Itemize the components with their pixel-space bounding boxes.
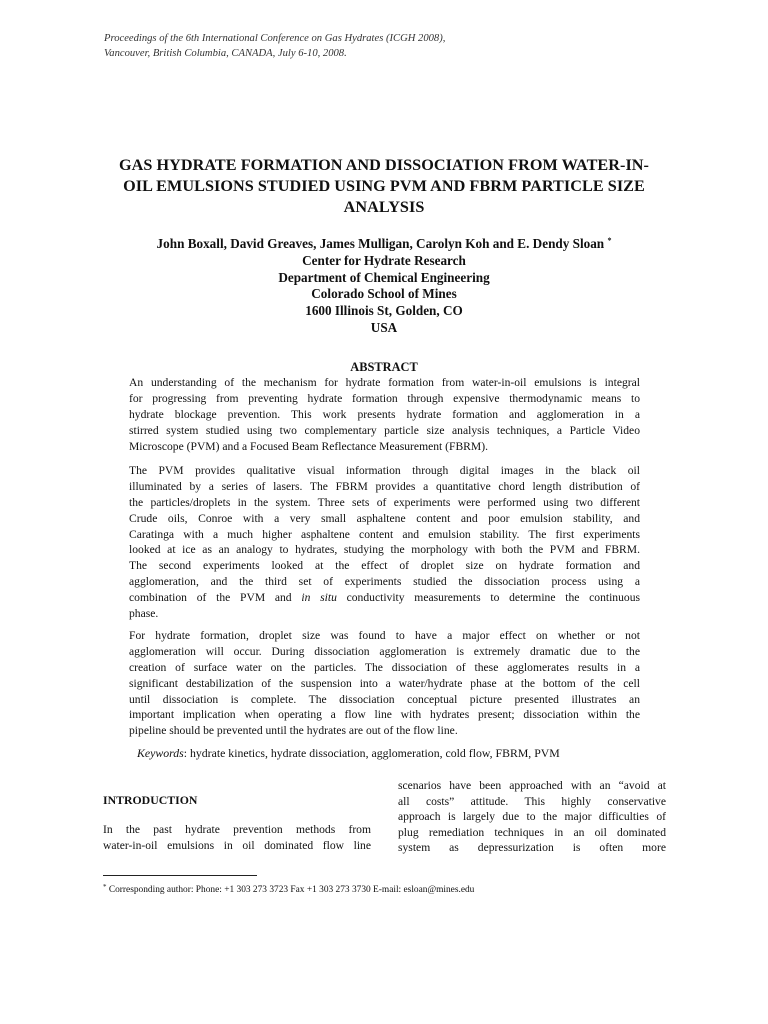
abstract-line: stirred system studied using two complementary particle size analysis techniques, a Particle Video xyxy=(129,423,640,437)
author-names: John Boxall, David Greaves, James Mulligan, Carolyn Koh and E. Dendy Sloan xyxy=(156,236,605,251)
abstract-line: Caratinga with a much higher asphaltene content and emulsion stability. The first experiments xyxy=(129,527,640,541)
author-block xyxy=(120,233,648,337)
abstract-line: For hydrate formation, droplet size was found to have a major effect on whether or not xyxy=(129,629,640,642)
abstract-line: significant destabilization of the suspension into a water/hydrate phase at the bottom of the cell xyxy=(129,676,640,690)
abstract-line: until dissociation is complete. The dissociation conceptual picture presented illustrates an xyxy=(129,692,640,706)
body-line: plug remediation techniques in an oil dominated xyxy=(398,825,666,839)
body-line: system as depressurization is often more xyxy=(398,841,666,855)
corresponding-author-marker: * xyxy=(607,236,612,245)
in-situ-term: in situ xyxy=(301,591,337,605)
header-line-1: Proceedings of the 6th International Conference on Gas Hydrates (ICGH 2008), xyxy=(104,33,446,44)
proceedings-header xyxy=(104,31,445,61)
abstract-line: Microscope (PVM) and a Focused Beam Reflectance Measurement (FBRM). xyxy=(129,439,488,453)
abstract-line: agglomeration will occur. During dissociation agglomeration is extremely dramatic due to the xyxy=(129,644,640,658)
abstract-line: An understanding of the mechanism for hydrate formation from water-in-oil emulsions is integral xyxy=(129,376,640,389)
abstract-line: Crude oils, Conroe with a very small asphaltene content and poor emulsion stability, and xyxy=(129,511,640,525)
introduction-left-column xyxy=(103,822,371,854)
title-line-1: GAS HYDRATE FORMATION AND DISSOCIATION FROM WATER-IN- xyxy=(119,156,649,174)
body-line: all costs” attitude. This highly conservative xyxy=(398,794,666,808)
body-line: scenarios have been approached with an “avoid at xyxy=(398,779,666,792)
affiliation-department: Department of Chemical Engineering xyxy=(278,269,490,285)
affiliation-school: Colorado School of Mines xyxy=(311,286,457,302)
footnote-divider xyxy=(103,875,257,876)
introduction-right-column xyxy=(398,778,666,856)
author-names-line xyxy=(120,233,648,253)
keywords-line xyxy=(137,746,560,761)
abstract-line: looked at ice as an analogy to hydrates, studying the morphology with both the PVM and FBRM. xyxy=(129,543,640,557)
keywords-label: Keywords xyxy=(137,746,184,760)
footnote-marker: * xyxy=(103,883,107,891)
affiliation-address: 1600 Illinois St, Golden, CO xyxy=(305,303,463,319)
affiliation-country: USA xyxy=(370,319,398,335)
paper-title xyxy=(80,155,688,218)
abstract-line: for progressing from preventing hydrate formation through expensive thermodynamic means to xyxy=(129,391,640,405)
title-line-3: ANALYSIS xyxy=(343,198,425,216)
abstract-paragraph-3 xyxy=(129,628,640,739)
abstract-text: combination of the PVM and xyxy=(129,591,302,605)
footnote-text: Corresponding author: Phone: +1 303 273 3723 Fax +1 303 273 3730 E-mail: esloan@mines.edu xyxy=(106,885,475,895)
body-line: In the past hydrate prevention methods from xyxy=(103,823,371,836)
abstract-line: The PVM provides qualitative visual information through digital images in the black oil xyxy=(129,464,640,477)
abstract-heading: ABSTRACT xyxy=(350,360,418,374)
abstract-line: illuminated by a series of lasers. The FBRM provides a quantitative chord length distribution of xyxy=(129,479,640,493)
body-line: approach is largely due to the major difficulties of xyxy=(398,810,666,824)
keywords-text: : hydrate kinetics, hydrate dissociation, agglomeration, cold flow, FBRM, PVM xyxy=(183,746,560,760)
abstract-paragraph-2 xyxy=(129,463,640,622)
affiliation-center: Center for Hydrate Research xyxy=(302,252,466,268)
title-line-2: OIL EMULSIONS STUDIED USING PVM AND FBRM PARTICLE SIZE xyxy=(123,177,645,195)
abstract-line: The second experiments looked at the effect of droplet size on hydrate formation and xyxy=(129,559,640,573)
abstract-paragraph-1 xyxy=(129,375,640,454)
header-line-2: Vancouver, British Columbia, CANADA, July 6-10, 2008. xyxy=(104,48,347,59)
abstract-line: creation of surface water on the particles. The dissociation of these agglomerates results in a xyxy=(129,660,640,674)
body-line: water-in-oil emulsions in oil dominated flow line xyxy=(103,839,371,853)
abstract-text: conductivity measurements to determine the continuous xyxy=(336,591,641,605)
abstract-line: agglomeration, and the third set of experiments studied the dissociation process using a xyxy=(129,575,640,589)
introduction-heading: INTRODUCTION xyxy=(103,793,198,807)
corresponding-author-footnote xyxy=(103,881,474,896)
abstract-line xyxy=(129,590,640,606)
abstract-line: pipeline should be prevented until the hydrates are out of the flow line. xyxy=(129,724,458,738)
abstract-line: the particles/droplets in the system. Three sets of experiments were performed using two different xyxy=(129,495,640,509)
abstract-line: important implication when operating a flow line with hydrates present; dissociation within the xyxy=(129,708,640,722)
abstract-line: hydrate blockage prevention. This work presents hydrate formation and agglomeration in a xyxy=(129,407,640,421)
abstract-line: phase. xyxy=(129,607,159,621)
